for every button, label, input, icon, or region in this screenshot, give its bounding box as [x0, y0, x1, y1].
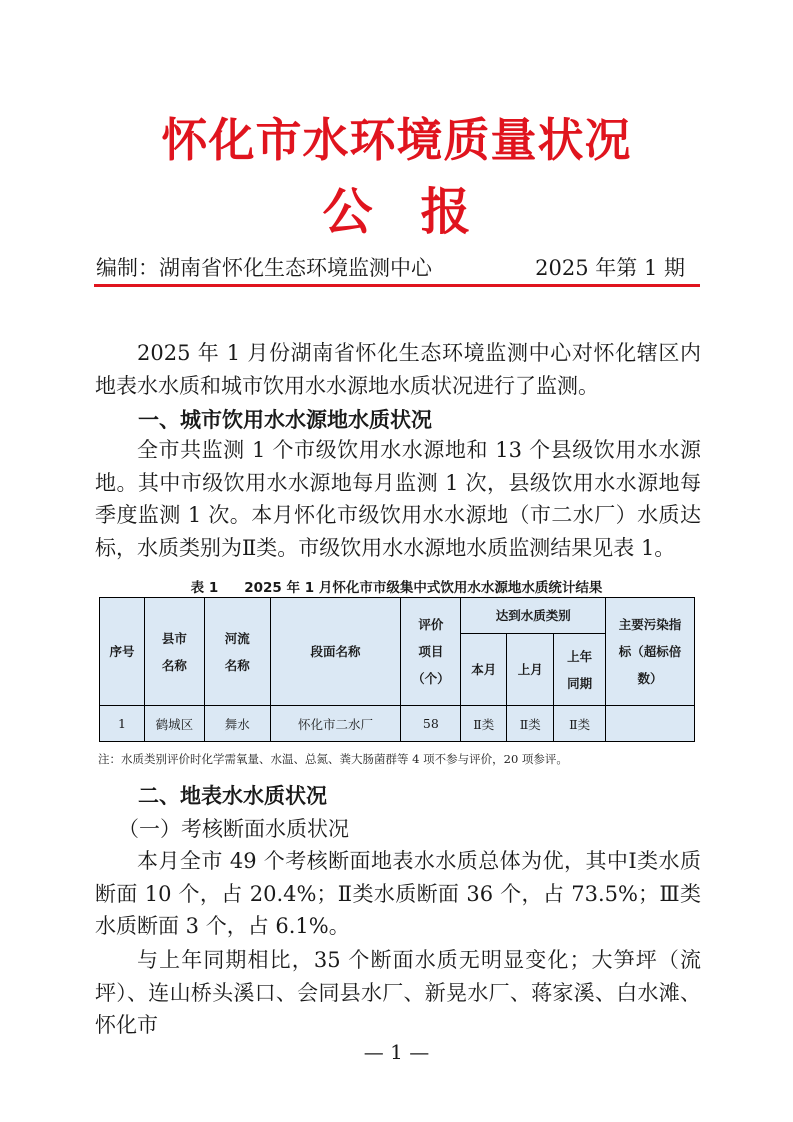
header-section: 段面名称: [270, 598, 401, 706]
table-row: [100, 706, 695, 742]
table1-caption-number: 表 1: [190, 580, 219, 596]
bulletin-subtitle: 公报: [322, 182, 519, 241]
section2-subheading: （一）考核断面水质状况: [118, 817, 349, 841]
page-number: — 1 —: [363, 1040, 430, 1064]
intro-paragraph: 2025 年 1 月份湖南省怀化生态环境监测中心对怀化辖区内地表水水质和城市饮用水水源地水质状况进行了监测。: [95, 341, 701, 398]
header-items: 评价 项目 （个）: [401, 598, 461, 706]
header-county: 县市 名称: [144, 598, 204, 706]
cell-river: 舞水: [204, 706, 270, 742]
header-this-month: 本月: [461, 634, 507, 706]
cell-pollutant: [606, 706, 695, 742]
issue-number: 2025 年第 1 期: [535, 256, 685, 280]
cell-section: 怀化市二水厂: [270, 706, 401, 742]
cell-last-year: Ⅱ类: [554, 706, 606, 742]
table1-caption: [0, 576, 793, 596]
header-last-month: 上月: [507, 634, 554, 706]
cell-this-month: Ⅱ类: [461, 706, 507, 742]
header-category: 达到水质类别: [461, 598, 606, 634]
cell-seq: 1: [100, 706, 145, 742]
header-last-year: 上年 同期: [554, 634, 606, 706]
header-river: 河流 名称: [204, 598, 270, 706]
header-seq: 序号: [100, 598, 145, 706]
header-pollutant: 主要污染指 标（超标倍 数）: [606, 598, 695, 706]
section2-paragraph-2: 与上年同期相比，35 个断面水质无明显变化；大笋坪（流坪）、连山桥头溪口、会同县水厂、新晃水厂、蒋家溪、白水滩、怀化市: [95, 948, 701, 1037]
bulletin-title: 怀化市水环境质量状况: [161, 113, 632, 167]
cell-county: 鹤城区: [144, 706, 204, 742]
cell-items: 58: [401, 706, 461, 742]
header-divider: [94, 284, 700, 287]
section2-paragraph-1: 本月全市 49 个考核断面地表水水质总体为优，其中Ⅰ类水质断面 10 个，占 20.4%；Ⅱ类水质断面 36 个，占 73.5%；Ⅲ类水质断面 3 个，占 6.1%。: [95, 849, 701, 938]
water-quality-table: [99, 597, 695, 742]
section1-paragraph: 全市共监测 1 个市级饮用水水源地和 13 个县级饮用水水源地。其中市级饮用水水源地每月监测 1 次，县级饮用水水源地每季度监测 1 次。本月怀化市级饮用水水源地（市二水厂）水质达标，水质类别为Ⅱ类。市级饮用水水源地水质监测结果见表 1。: [95, 438, 701, 560]
section1-heading: 一、城市饮用水水源地水质状况: [138, 408, 432, 432]
cell-last-month: Ⅱ类: [507, 706, 554, 742]
table1-caption-text: 2025 年 1 月怀化市市级集中式饮用水水源地水质统计结果: [244, 580, 603, 596]
compiler-line: 编制：湖南省怀化生态环境监测中心: [96, 256, 432, 280]
table1-note: 注：水质类别评价时化学需氧量、水温、总氮、粪大肠菌群等 4 项不参与评价，20 项参评。: [98, 752, 568, 766]
section2-heading: 二、地表水水质状况: [138, 784, 327, 808]
